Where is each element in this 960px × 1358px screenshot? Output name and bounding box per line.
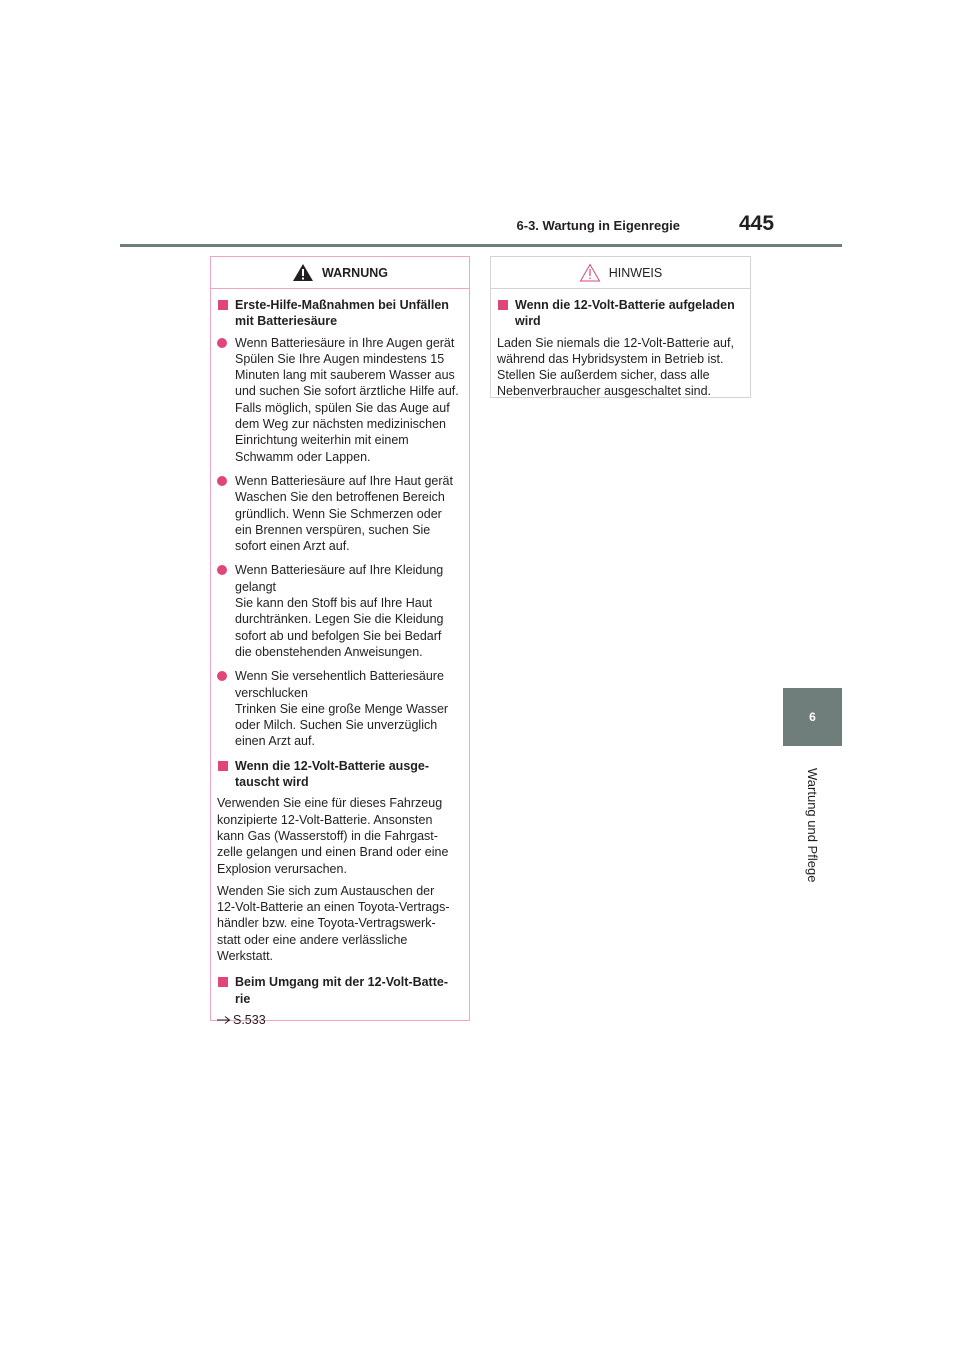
paragraph-line: Laden Sie niemals die 12-Volt-Batterie auf, <box>497 335 734 350</box>
paragraph-line: Verwenden Sie eine für dieses Fahrzeug <box>217 796 443 811</box>
heading-line: wird <box>515 314 541 329</box>
section-square-marker <box>218 761 228 771</box>
item-line: dem Weg zur nächsten medizinischen <box>235 417 446 432</box>
paragraph-line: kann Gas (Wasserstoff) in die Fahrgast- <box>217 828 438 843</box>
bullet-dot <box>217 476 227 486</box>
item-line: und suchen Sie sofort ärztliche Hilfe auf. <box>235 384 459 399</box>
paragraph-line: Stellen Sie außerdem sicher, dass alle <box>497 368 710 383</box>
item-line: Wenn Batteriesäure auf Ihre Kleidung <box>235 563 444 578</box>
section-square-marker <box>218 300 228 310</box>
bullet-dot <box>217 565 227 575</box>
page-number: 445 <box>739 212 775 235</box>
list-item <box>217 335 463 465</box>
heading-line: Wenn die 12-Volt-Batterie aufgeladen <box>515 298 735 312</box>
list-item <box>217 562 463 660</box>
first-aid-heading <box>217 297 463 330</box>
item-line: Trinken Sie eine große Menge Wasser <box>235 701 449 716</box>
notice-box <box>490 256 751 398</box>
notice-box-header <box>491 257 750 289</box>
paragraph <box>497 335 744 400</box>
heading-line: rie <box>235 991 251 1006</box>
item-line: sofort ab und befolgen Sie bei Bedarf <box>235 628 442 643</box>
item-line: Waschen Sie den betroffenen Bereich <box>235 490 445 505</box>
paragraph-line: während das Hybridsystem in Betrieb ist. <box>497 351 724 366</box>
paragraph-line: Wenden Sie sich zum Austauschen der <box>217 883 435 898</box>
heading-line: Beim Umgang mit der 12-Volt-Batte- <box>235 975 448 990</box>
warning-triangle-icon <box>292 263 314 282</box>
heading-line: Wenn die 12-Volt-Batterie ausge- <box>235 758 430 773</box>
item-line: sofort einen Arzt auf. <box>235 539 350 554</box>
arrow-right-icon <box>217 1015 231 1025</box>
item-line: gründlich. Wenn Sie Schmerzen oder <box>235 506 442 521</box>
reference-page: S.533 <box>233 1012 266 1027</box>
paragraph-line: Werkstatt. <box>217 948 274 963</box>
item-line: Wenn Sie versehentlich Batteriesäure <box>235 669 444 684</box>
bullet-dot <box>217 338 227 348</box>
paragraph <box>217 795 463 876</box>
item-line: Wenn Batteriesäure in Ihre Augen gerät <box>235 335 455 350</box>
replacement-heading <box>217 758 463 791</box>
heading-line: Erste-Hilfe-Maßnahmen bei Unfällen <box>235 298 449 312</box>
paragraph-line: zelle gelangen und einen Brand oder eine <box>217 845 449 860</box>
paragraph-line: 12-Volt-Batterie an einen Toyota-Vertrags- <box>217 900 450 915</box>
item-line: durchtränken. Legen Sie die Kleidung <box>235 612 444 627</box>
warning-box <box>210 256 470 1027</box>
heading-line: tauscht wird <box>235 775 309 790</box>
notice-box-body <box>491 289 750 412</box>
page-reference-link[interactable] <box>217 1012 463 1028</box>
chapter-number: 6 <box>809 710 816 724</box>
chapter-title-text: Wartung und Pflege <box>805 767 820 883</box>
chapter-tab-number <box>783 688 842 746</box>
item-line: Sie kann den Stoff bis auf Ihre Haut <box>235 596 433 611</box>
paragraph-line: Explosion verursachen. <box>217 861 347 876</box>
notice-label: HINWEIS <box>608 265 663 280</box>
item-line: einen Arzt auf. <box>235 734 315 749</box>
paragraph-line: statt oder eine andere verlässliche <box>217 932 408 947</box>
charging-heading <box>497 297 744 330</box>
header-rule <box>120 244 842 247</box>
item-line: Wenn Batteriesäure auf Ihre Haut gerät <box>235 473 453 488</box>
paragraph-line: konzipierte 12-Volt-Batterie. Ansonsten <box>217 812 433 827</box>
heading-line: mit Batteriesäure <box>235 314 338 329</box>
bullet-dot <box>217 671 227 681</box>
section-title: 6-3. Wartung in Eigenregie <box>516 218 680 233</box>
item-line: die obenstehenden Anweisungen. <box>235 644 423 659</box>
warning-box-body <box>211 289 469 1034</box>
item-line: Spülen Sie Ihre Augen mindestens 15 <box>235 351 445 366</box>
item-line: Minuten lang mit sauberem Wasser aus <box>235 368 455 383</box>
item-line: Schwamm oder Lappen. <box>235 449 371 464</box>
item-line: gelangt <box>235 579 277 594</box>
warning-box-header <box>211 257 469 289</box>
list-item <box>217 473 463 554</box>
paragraph <box>217 883 463 964</box>
chapter-tab-title <box>783 760 842 890</box>
paragraph-line: Nebenverbraucher ausgeschaltet sind. <box>497 384 712 399</box>
warning-label: WARNUNG <box>322 265 388 280</box>
item-line: oder Milch. Suchen Sie unverzüglich <box>235 718 438 733</box>
section-square-marker <box>498 300 508 310</box>
handling-heading <box>217 974 463 1007</box>
item-line: Einrichtung weiterhin mit einem <box>235 433 409 448</box>
caution-triangle-icon <box>579 263 601 282</box>
list-item <box>217 668 463 749</box>
item-line: verschlucken <box>235 685 308 700</box>
item-line: Falls möglich, spülen Sie das Auge auf <box>235 400 450 415</box>
item-line: ein Brennen verspüren, suchen Sie <box>235 522 431 537</box>
section-square-marker <box>218 977 228 987</box>
paragraph-line: händler bzw. eine Toyota-Vertragswerk- <box>217 916 436 931</box>
